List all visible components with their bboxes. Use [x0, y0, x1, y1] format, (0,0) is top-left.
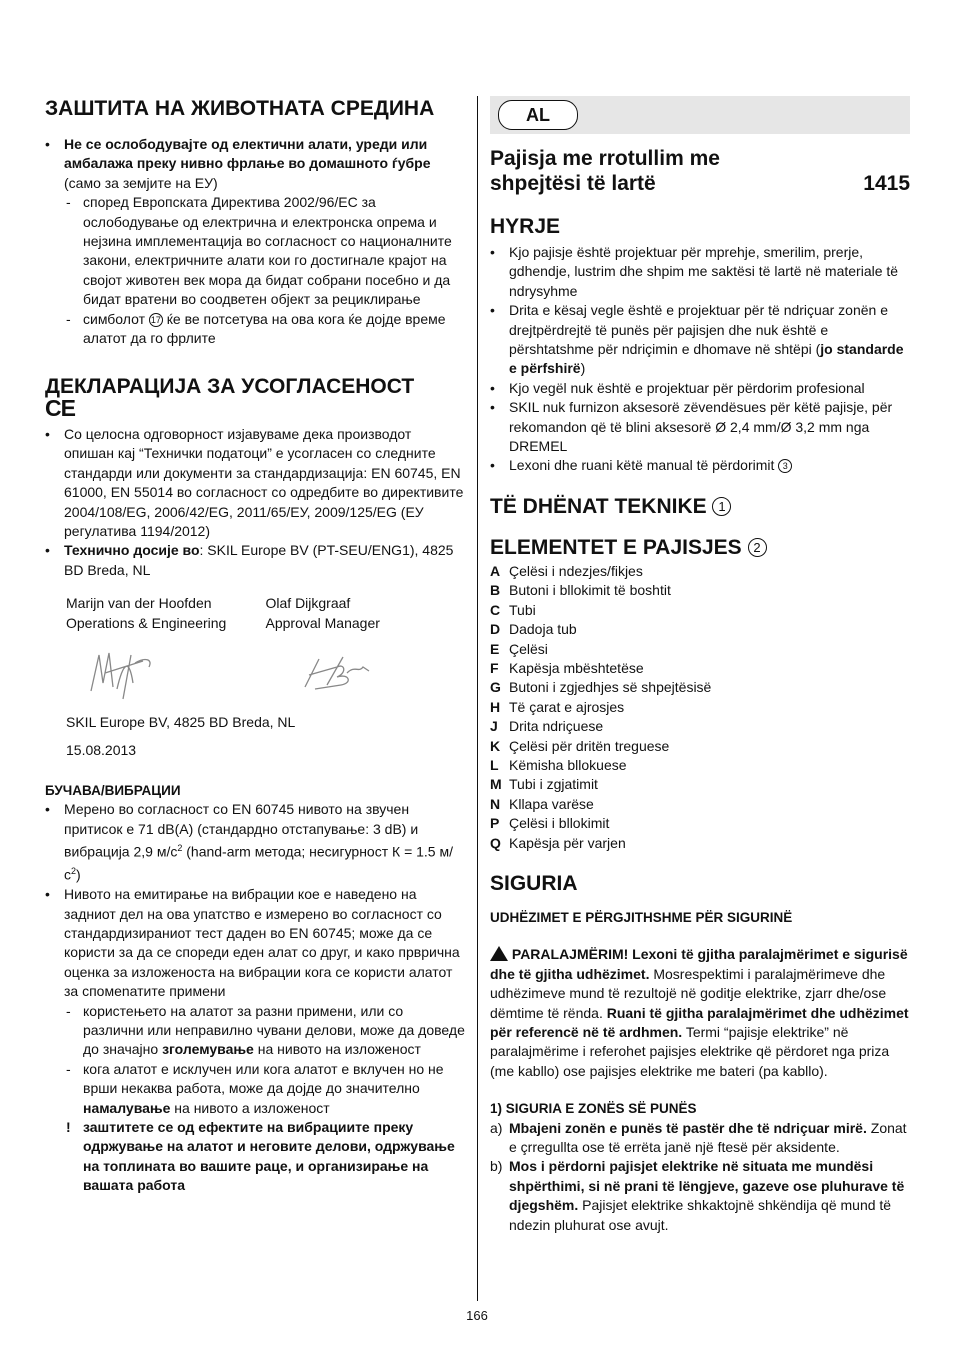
- warning-paragraph: PARALAJMËRIM! Lexoni të gjitha paralajmërimet e sigurisë dhe të gjitha udhëzimet. Mosrespektimi i paralajmërimeve dhe udhëzimeve mund të rezultojë në goditje elektrike, zjarr dhe/ose dëmtime të rënda. Ruani të gjitha paralajmërimet dhe udhëzimet për referencë në të ardhmen. Termi “pajisje elektrike” në paralajmërime i referohet pajisjes elektrike që përdoret nga priza (me kabllo) ose pajisjes elektrike me bateri (pa kabllo).: [490, 946, 909, 1079]
- declaration-title: ДЕКЛАРАЦИЈА ЗА УСОГЛАСЕНОСТ: [45, 375, 415, 399]
- part-item: [490, 581, 910, 600]
- list-item: • Kjo pajisje është projektuar për mprehje, smerilim, prerje, gdhendje, lustrim dhe shpim me saktësi të lartë në materiale të ndrysyhme: [490, 243, 910, 301]
- intro-list: [490, 243, 910, 476]
- part-item: [490, 640, 910, 659]
- symbol-number-icon: 17: [150, 314, 161, 325]
- part-label: Drita ndriçuese: [509, 718, 604, 735]
- part-label: Kapësja për varjen: [509, 834, 626, 851]
- signatory-role: Operations & Engineering: [66, 614, 227, 631]
- page-number: 166: [466, 1308, 488, 1323]
- part-label: Këmisha bllokuese: [509, 756, 627, 773]
- part-item: [490, 756, 910, 775]
- list-item: - кога алатот е исклучен или кога алатот е вклучен но не врши некаква работа, може да дојде до значително намалување на нивото а изложеност: [64, 1060, 465, 1118]
- part-label: Dadoja tub: [509, 621, 577, 638]
- elements-title: ELEMENTET E PAJISJES 2: [490, 535, 910, 560]
- language-header-bar: [490, 96, 910, 134]
- env-title: ЗАШТИТА НА ЖИВОТНАТА СРЕДИНА: [45, 97, 435, 120]
- figure-number-icon: 1: [712, 497, 731, 516]
- part-key: E: [490, 640, 500, 657]
- part-key: N: [490, 795, 501, 812]
- list-item: • Нивото на емитирање на вибрации кое е наведено на задниот дел на ова упатство е измерено во согласност со стандардизираниот тест даден во EN 60745; може да се користи за да се спореди еден алат со друг, и како прврична оценка за изложеноста на вибрации кога се користи алатот за спомenатите примени - користењето на алатот за разни примени, или со различни или неправилно чувани делови, може да доведе до значајно зголемување на нивото на изложеност - кога алатот е исклучен или кога алатот е вклучен но не врши некаква работа, може да дојде до значително намалување на нивото а изложеност ! заштитете се од ефектите на вибрациите преку одржување на алатот и неговите делови, одржување на топлината во вашите раце, и организирање на вашата работа: [45, 885, 465, 1196]
- figure-number-icon: 3: [778, 459, 792, 473]
- part-label: Kapësja mbështetëse: [509, 659, 644, 676]
- part-key: D: [490, 621, 501, 638]
- signature-2-icon: [297, 643, 407, 703]
- part-item: [490, 678, 910, 697]
- left-column: [45, 96, 465, 1196]
- list-item: • Со целосна одговорност изјавуваме дека производот опишан кај “Технички податоци” е усогласен со следните стандарди или документи за стандардизација: EN 60745, EN 61000, EN 55014 во согласност со одредбите во директивите 2004/108/EG, 2006/42/EG, 2011/65/ЕУ, 2009/125/EG (ЕУ регулатива 1194/2012): [45, 425, 465, 541]
- part-label: Çelësi për dritën treguese: [509, 737, 670, 754]
- part-item: [490, 775, 910, 794]
- language-badge: AL: [498, 100, 578, 130]
- part-item: [490, 814, 910, 833]
- list-item: - користењето на алатот за разни примени, или со различни или неправилно чувани делови, може да доведе до значајно зголемување на нивото на изложеност: [64, 1002, 465, 1060]
- list-item: - според Европската Директива 2002/96/ЕС за ослободување од електрична и електронска опрема и нејзина имплементација во согласност со националните закони, електричните алати кои го достигнале крајот на својот животен век мора да бидат собрани посебно и да бидат вратени во соодветен објект за рециклирање: [64, 193, 465, 309]
- signature-1-icon: [83, 643, 193, 703]
- part-key: P: [490, 815, 500, 832]
- list-item: ! заштитете се од ефектите на вибрациите преку одржување на алатот и неговите делови, одржување на топлината во вашите раце, и организирање на вашата работа: [64, 1118, 465, 1196]
- list-item: b) Mos i përdorni pajisjet elektrike në situata me mundësi shpërthimi, si në prani të lëngjeve, gazeve ose pluhurave të djegshëm. Pajisjet elektrike shkaktojnë shkëndija që mund të ndezin pluhurat ose avujt.: [490, 1158, 905, 1233]
- tech-data-title: TË DHËNAT TEKNIKE 1: [490, 494, 910, 519]
- list-item: a) Mbajeni zonën e punës të pastër dhe të ndriçuar mirë. Zonat e çrregullta ose të errëta janë një ftesë për aksidente.: [490, 1119, 907, 1156]
- env-list: [45, 135, 465, 348]
- model-number: 1415: [863, 172, 910, 195]
- part-item: [490, 620, 910, 639]
- part-label: Çelësi i bllokimit: [509, 815, 610, 832]
- part-key: C: [490, 601, 501, 618]
- part-key: Q: [490, 834, 501, 851]
- part-label: Çelësi: [509, 640, 548, 657]
- part-item: [490, 562, 910, 581]
- part-key: G: [490, 679, 501, 696]
- list-item: • Kjo vegël nuk është e projektuar për përdorim profesional: [490, 379, 910, 398]
- work-area-list: [490, 1119, 910, 1235]
- list-item: • Drita e kësaj vegle është e projektuar për të ndriçuar zonën e drejtpërdrejtë të punës për pajisjen dhe nuk është e përshtatshme për ndriçimin e dhomave në shtëpi (jo standarde e përfshirë): [490, 301, 910, 379]
- part-label: Tubi i zgjatimit: [509, 776, 598, 793]
- list-item: • SKIL nuk furnizon aksesorë zëvendësues për këtë pajisje, për rekomandon që të blini aksesorë Ø 2,4 mm/Ø 3,2 mm nga DREMEL: [490, 398, 910, 456]
- part-key: L: [490, 756, 499, 773]
- noise-title: БУЧАВА/ВИБРАЦИИ: [45, 782, 181, 798]
- list-item: • Мерено во согласност со EN 60745 нивото на звучен притисок е 71 dB(A) (стандардно отстапување: 3 dB) и вибрација 2,9 $м/с^2$ (hand-arm метода; несигурност К = 1.5 $м/с^2$): [45, 800, 465, 885]
- declaration-date: 15.08.2013: [66, 742, 137, 759]
- general-safety-title: UDHËZIMET E PËRGJITHSHME PËR SIGURINË: [490, 909, 793, 925]
- part-item: [490, 737, 910, 756]
- warning-icon: [490, 946, 508, 961]
- signatories: [66, 594, 465, 633]
- part-item: [490, 795, 910, 814]
- signatures: [83, 643, 465, 705]
- part-label: Të çarat e ajrosjes: [509, 698, 625, 715]
- part-item: [490, 834, 910, 853]
- list-item: • Технично досије во: SKIL Europe BV (PT-SEU/ENG1), 4825 BD Breda, NL: [45, 541, 465, 580]
- part-label: Kllapa varëse: [509, 795, 594, 812]
- part-label: Butoni i bllokimit të boshtit: [509, 582, 671, 599]
- part-key: M: [490, 776, 502, 793]
- declaration-list: [45, 425, 465, 580]
- part-label: Çelësi i ndezjes/fikjes: [509, 562, 643, 579]
- list-item: • Lexoni dhe ruani këtë manual të përdorimit 3: [490, 456, 910, 475]
- part-item: [490, 659, 910, 678]
- part-item: [490, 698, 910, 717]
- part-item: [490, 717, 910, 736]
- column-divider: [477, 96, 478, 1301]
- part-key: B: [490, 582, 501, 599]
- work-area-title: 1) SIGURIA E ZONËS SË PUNËS: [490, 1101, 697, 1117]
- part-key: K: [490, 737, 501, 754]
- intro-title: HYRJE: [490, 215, 561, 238]
- part-key: J: [490, 718, 498, 735]
- list-item: - симболот 17 ќе ве потсетува на ова кога ќе дојде време алатот да го фрлите: [64, 310, 465, 349]
- part-label: Tubi: [509, 601, 536, 618]
- safety-title: SIGURIA: [490, 871, 578, 895]
- ce-mark-icon: CE: [45, 395, 75, 422]
- part-key: H: [490, 698, 501, 715]
- company-address: SKIL Europe BV, 4825 BD Breda, NL: [66, 713, 296, 730]
- signatory-role: Approval Manager: [265, 614, 380, 631]
- product-title: Pajisja me rrotullim me shpejtësi të lartë 1415: [490, 147, 910, 195]
- part-item: [490, 601, 910, 620]
- parts-list: [490, 562, 910, 853]
- part-key: A: [490, 562, 501, 579]
- list-item: • Не се ослободувајте од електични алати, уреди или амбалажа преку нивно фрлање во домашното ѓубре (само за земјите на ЕУ) - според Европската Директива 2002/96/ЕС за ослободување од електрична и електронска опрема и нејзина имплементација во согласност со националните закони, електричните алати кои го достигнале крајот на својот животен век мора да бидат собрани посебно и да бидат вратени во соодветен објект за рециклирање - симболот 17 ќе ве потсетува на ова кога ќе дојде време алатот да го фрлите: [45, 135, 465, 348]
- part-label: Butoni i zgjedhjes së shpejtësisë: [509, 679, 712, 696]
- noise-list: [45, 800, 465, 1195]
- signatory-name: Olaf Dijkgraaf: [265, 595, 351, 612]
- figure-number-icon: 2: [748, 538, 767, 557]
- signatory-name: Marijn van der Hoofden: [66, 595, 212, 612]
- right-column: [490, 146, 910, 1235]
- part-key: F: [490, 659, 499, 676]
